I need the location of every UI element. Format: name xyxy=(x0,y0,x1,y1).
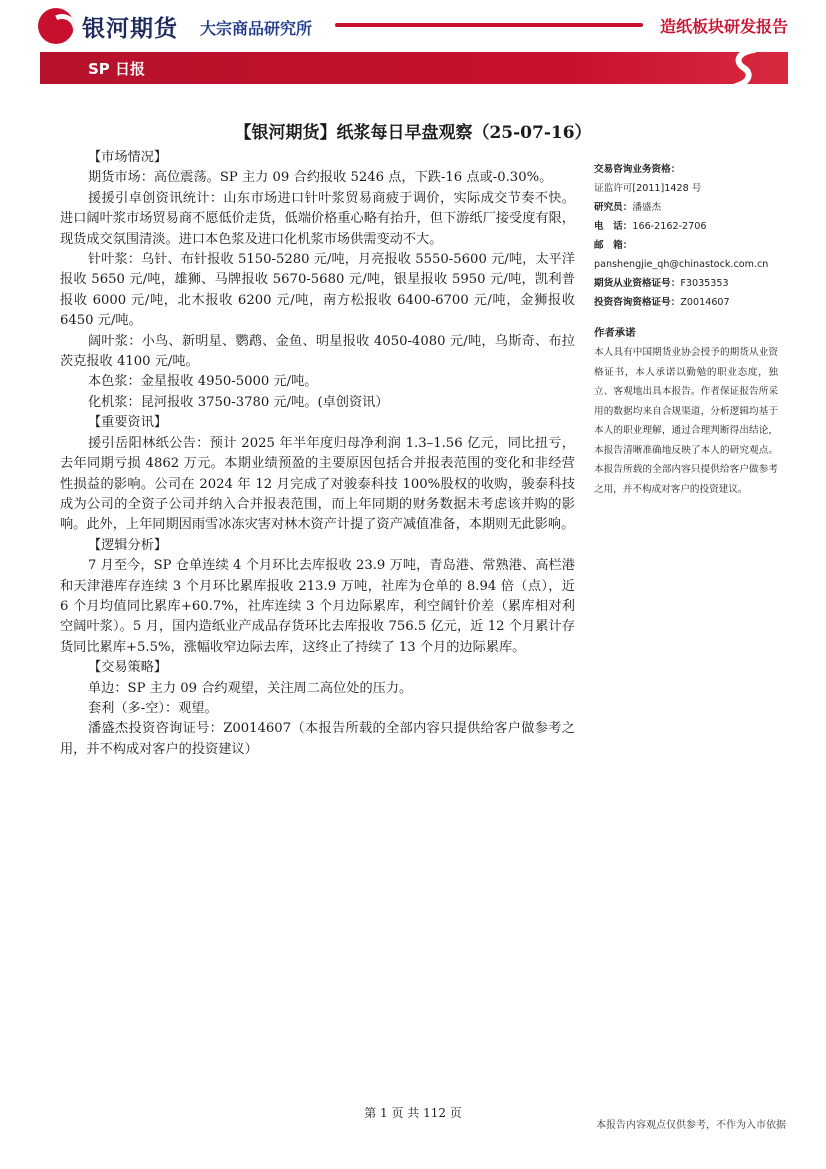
market-paragraph: 期货市场：高位震荡。SP 主力 09 合约报收 5246 点，下跌-16 点或-0.30%。 xyxy=(88,170,553,186)
page-number: 第 1 页 共 112 页 xyxy=(364,1106,462,1120)
email-value: panshengjie_qh@chinastock.com.cn xyxy=(594,259,769,270)
market-heading: 【市场情况】 xyxy=(88,150,168,165)
market-paragraph: 援援引卓创资讯统计：山东市场进口针叶浆贸易商疲于调价，实际成交节奏不快。进口阔叶浆市场贸易商不愿低价走货，低端价格重心略有抬升，但下游纸厂接受度有限，现货成交氛围清淡。进口本色浆及进口化机浆市场供需变动不大。 xyxy=(60,190,575,247)
section-banner xyxy=(40,52,788,84)
company-logo xyxy=(38,8,178,44)
phone-label: 电 话： xyxy=(594,221,633,232)
strategy-paragraph: 单边：SP 主力 09 合约观望，关注周二高位处的压力。 xyxy=(88,680,413,696)
market-paragraph: 阔叶浆：小鸟、新明星、鹦鹉、金鱼、明星报收 4050-4080 元/吨，乌斯奇、布拉茨克报收 4100 元/吨。 xyxy=(60,333,575,370)
header-divider xyxy=(335,23,643,27)
logo-text: 银河期货 xyxy=(82,15,178,42)
analyst-sidebar xyxy=(594,160,778,499)
news-heading: 【重要资讯】 xyxy=(88,415,168,431)
swoosh-icon xyxy=(726,46,766,90)
strategy-paragraph: 套利（多-空）：观望。 xyxy=(88,700,218,716)
phone-row xyxy=(594,217,778,236)
document-title: 【银河期货】纸浆每日早盘观察（25-07-16） xyxy=(234,123,592,143)
market-paragraph: 针叶浆：乌针、布针报收 5150-5280 元/吨，月亮报收 5550-5600 元/吨，太平洋报收 5650 元/吨，雄狮、马牌报收 5670-5680 元/吨，银星报收 5950 元/吨，凯利普报收 6000 元/吨，北木报收 6200 元/吨，南方松报收 6400-6700 元/吨，金狮报收 6450 元/吨。 xyxy=(60,252,575,329)
email-label: 邮 箱： xyxy=(594,240,633,251)
logic-heading: 【逻辑分析】 xyxy=(88,537,168,553)
report-body xyxy=(60,148,575,760)
invest-cert-label: 投资咨询资格证号： xyxy=(594,297,681,308)
phone-value: 166-2162-2706 xyxy=(632,221,707,232)
market-paragraph: 化机浆：昆河报收 3750-3780 元/吨。(卓创资讯） xyxy=(88,394,389,410)
news-paragraph: 援引岳阳林纸公告：预计 2025 年半年度归母净利润 1.3–1.56 亿元，同比扭亏，去年同期亏损 4862 万元。本期业绩预盈的主要原因包括合并报表范围的变化和非经营性损益的影响。公司在 2024 年 12 月完成了对骏泰科技 100%股权的收购，骏泰科技成为公司的全资子公司并纳入合并报表范围，而上年同期的财务数据未考虑该并购的影响。此外，上年同期因雨雪冰冻灾害对林木资产计提了资产减值准备，本期则无此影响。 xyxy=(60,435,575,533)
futures-cert-value: F3035353 xyxy=(680,278,729,289)
strategy-paragraph: 潘盛杰投资咨询证号：Z0014607（本报告所载的全部内容只提供给客户做参考之用，并不构成对客户的投资建议） xyxy=(60,721,575,757)
report-type: 造纸板块研发报告 xyxy=(659,17,788,36)
logo-icon xyxy=(38,8,74,44)
disclaimer-note: 本报告内容观点仅供参考，不作为入市依据 xyxy=(596,1120,786,1131)
analyst-label: 研究员： xyxy=(594,202,633,213)
qualification-label: 交易咨询业务资格： xyxy=(594,164,681,175)
futures-cert-label: 期货从业资格证号： xyxy=(594,278,681,289)
invest-cert-value: Z0014607 xyxy=(680,297,730,308)
futures-cert-row xyxy=(594,274,778,293)
qualification-value: 证监许可[2011]1428 号 xyxy=(594,183,702,194)
commitment-title: 作者承诺 xyxy=(594,327,636,339)
invest-cert-row xyxy=(594,293,778,312)
report-header xyxy=(0,0,826,90)
logic-paragraph: 7 月至今，SP 仓单连续 4 个月环比去库报收 23.9 万吨，青岛港、常熟港、高栏港和天津港库存连续 3 个月环比累库报收 213.9 万吨，社库为仓单的 8.94 倍（点），近 6 个月均值同比累库+60.7%，社库连续 3 个月边际累库，利空阔针价差（累库相对利空阔叶浆）。5 月，国内造纸业产成品存货环比去库报收 756.5 亿元，近 12 个月累计存货同比累库+5.5%，涨幅收窄边际去库，这终止了持续了 13 个月的边际累库。 xyxy=(60,558,575,655)
institute-name: 大宗商品研究所 xyxy=(200,19,313,38)
commitment-text: 本人具有中国期货业协会授予的期货从业资格证书，本人承诺以勤勉的职业态度，独立、客观地出具本报告。作者保证报告所采用的数据均来自合规渠道，分析逻辑均基于本人的职业理解，通过合理判断得出结论，本报告清晰准确地反映了本人的研究观点。本报告所载的全部内容只提供给客户做参考之用，并不构成对客户的投资建议。 xyxy=(594,347,778,495)
analyst-row xyxy=(594,198,778,217)
analyst-name: 潘盛杰 xyxy=(632,202,662,213)
market-paragraph: 本色浆：金星报收 4950-5000 元/吨。 xyxy=(88,374,318,390)
banner-title: SP 日报 xyxy=(88,60,146,78)
strategy-heading: 【交易策略】 xyxy=(88,660,168,676)
